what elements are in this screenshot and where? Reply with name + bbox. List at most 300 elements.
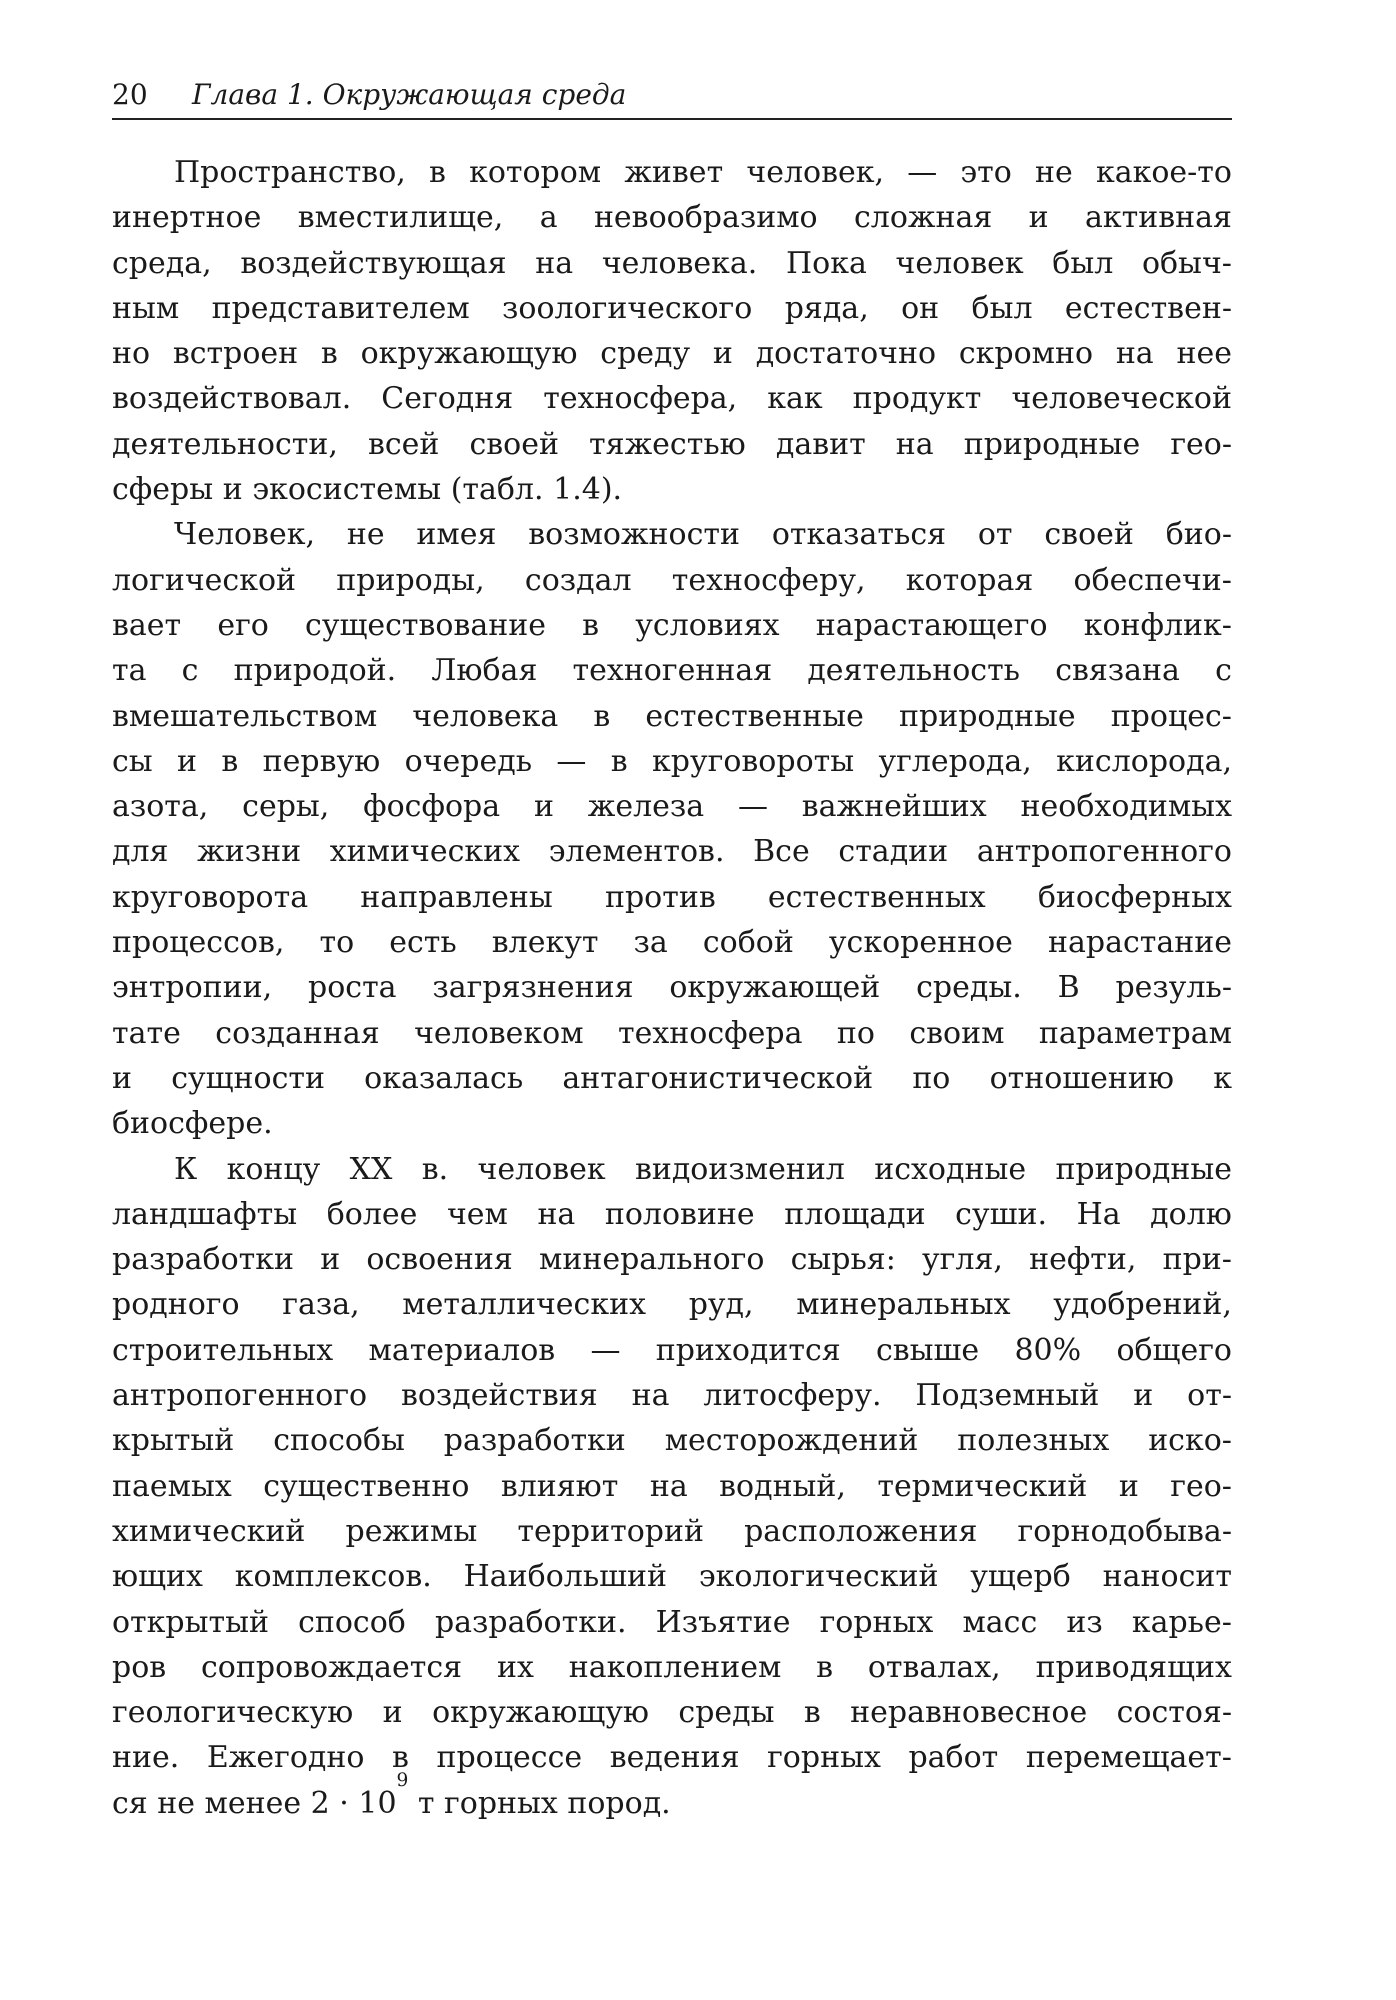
word: на xyxy=(895,426,934,462)
word: природные xyxy=(899,698,1076,734)
word: приводящих xyxy=(1035,1649,1232,1685)
word: человек xyxy=(477,1151,606,1187)
word: в xyxy=(816,1649,834,1685)
word: гео- xyxy=(1170,1468,1232,1504)
word: с xyxy=(1215,653,1232,689)
word: воздействия xyxy=(400,1378,598,1414)
word: XX xyxy=(349,1151,393,1187)
word: продукт xyxy=(852,381,982,417)
word: ускоренное xyxy=(828,925,1013,961)
word: наносит xyxy=(1102,1559,1232,1595)
word: 1.4). xyxy=(553,472,623,508)
word: по xyxy=(912,1060,951,1096)
word: разработки. xyxy=(434,1604,627,1640)
text-line xyxy=(112,1192,1232,1237)
word: сущности xyxy=(171,1060,325,1096)
word: газа, xyxy=(282,1287,360,1323)
word: месторождений xyxy=(664,1423,919,1459)
word: и xyxy=(177,743,198,779)
word: разработки xyxy=(112,1242,295,1278)
word: и xyxy=(320,1242,341,1278)
word: углерода, xyxy=(878,743,1032,779)
word: обыч- xyxy=(1141,245,1232,281)
text-line xyxy=(112,965,1232,1010)
word: необходимых xyxy=(1020,789,1232,825)
chapter-title: Глава 1. Окружающая среда xyxy=(192,78,627,111)
word: состоя- xyxy=(1116,1695,1232,1731)
word: серы, xyxy=(242,789,330,825)
word: металлических xyxy=(402,1287,647,1323)
word: естествен- xyxy=(1064,290,1232,326)
word: на xyxy=(537,1196,576,1232)
word: как xyxy=(767,381,823,417)
text-line xyxy=(112,241,1232,286)
word: загрязнения xyxy=(432,970,634,1006)
word: половине xyxy=(604,1196,755,1232)
word: человеческой xyxy=(1011,381,1232,417)
text-line xyxy=(112,920,1232,965)
text-line xyxy=(112,1147,1232,1192)
word: более xyxy=(326,1196,418,1232)
word: в xyxy=(428,155,446,190)
text-line xyxy=(112,558,1232,603)
word: руд, xyxy=(688,1287,754,1323)
word: горных xyxy=(819,1604,934,1640)
word: работ xyxy=(908,1740,999,1776)
word: вмешательством xyxy=(112,698,378,734)
word: — xyxy=(737,789,768,825)
word: первую xyxy=(262,743,381,779)
word: окружающей xyxy=(669,970,881,1006)
text-line xyxy=(112,1056,1232,1101)
word: отвалах, xyxy=(867,1649,1001,1685)
word: среды. xyxy=(916,970,1022,1006)
text-line xyxy=(112,1373,1232,1418)
word: паемых xyxy=(112,1468,232,1504)
final-line-after: т горных пород. xyxy=(408,1785,671,1821)
text-line xyxy=(112,1690,1232,1735)
word: кислорода, xyxy=(1056,743,1232,779)
word: к xyxy=(1213,1060,1232,1096)
word: ландшафты xyxy=(112,1196,298,1232)
text-line xyxy=(112,1509,1232,1554)
text-line xyxy=(112,1282,1232,1327)
word: природные xyxy=(1055,1151,1232,1187)
word: концу xyxy=(226,1151,321,1187)
word: человек, xyxy=(746,155,884,190)
word: на xyxy=(1115,336,1154,372)
word: химических xyxy=(329,834,521,870)
exponent: 9 xyxy=(396,1769,409,1791)
word: стадии xyxy=(838,834,949,870)
word: деятельности, xyxy=(112,426,338,462)
text-line xyxy=(112,376,1232,421)
word: неравновесное xyxy=(850,1695,1088,1731)
final-line xyxy=(112,1769,1232,1826)
word: его xyxy=(217,607,269,643)
word: антагонистической xyxy=(562,1060,874,1096)
word: литосферу. xyxy=(703,1378,882,1414)
word: строительных xyxy=(112,1332,334,1368)
word: параметрам xyxy=(1038,1015,1232,1051)
word: которая xyxy=(905,562,1034,598)
word: вместилище, xyxy=(297,200,504,236)
word: процессе xyxy=(436,1740,583,1776)
word: существенно xyxy=(263,1468,470,1504)
word: связана xyxy=(1055,653,1180,689)
word: встроен xyxy=(172,336,299,372)
word: достаточно xyxy=(755,336,937,372)
word: собой xyxy=(702,925,794,961)
word: — xyxy=(556,743,587,779)
word: Ежегодно xyxy=(206,1740,365,1776)
word: карье- xyxy=(1131,1604,1232,1640)
word: процес- xyxy=(1110,698,1232,734)
word: своим xyxy=(909,1015,1005,1051)
word: свыше xyxy=(875,1332,980,1368)
word: природы, xyxy=(336,562,485,598)
word: — xyxy=(590,1332,621,1368)
word: и xyxy=(712,336,733,372)
word: естественных xyxy=(767,879,986,915)
text-line xyxy=(112,1237,1232,1282)
text-line xyxy=(112,1600,1232,1645)
word: территорий xyxy=(517,1513,704,1549)
word: полезных xyxy=(957,1423,1110,1459)
word: не xyxy=(1035,155,1073,190)
word: круговорота xyxy=(112,879,309,915)
word: естественные xyxy=(645,698,864,734)
word: в xyxy=(582,607,600,643)
word: экосистемы xyxy=(252,472,442,508)
word: техносферу, xyxy=(671,562,866,598)
word: среды xyxy=(678,1695,775,1731)
word: окружающую xyxy=(360,336,578,372)
text-line xyxy=(112,1735,1232,1780)
word: геологическую xyxy=(112,1695,354,1731)
word: и xyxy=(1133,1378,1154,1414)
word: железа xyxy=(587,789,705,825)
word: своей xyxy=(1044,517,1134,553)
word: нарастание xyxy=(1047,925,1232,961)
word: в xyxy=(803,1695,821,1731)
word: режимы xyxy=(345,1513,478,1549)
running-head xyxy=(112,72,1232,120)
word: Сегодня xyxy=(381,381,514,417)
word: тате xyxy=(112,1015,181,1051)
word: нефти, xyxy=(1029,1242,1137,1278)
word: в xyxy=(320,336,338,372)
word: природой. xyxy=(233,653,397,689)
text-line xyxy=(112,422,1232,467)
word: водный, xyxy=(719,1468,846,1504)
word: направлены xyxy=(360,879,553,915)
word: инертное xyxy=(112,200,262,236)
word: перемещает- xyxy=(1025,1740,1232,1776)
word: (табл. xyxy=(450,472,544,508)
word: это xyxy=(960,155,1012,190)
word: Все xyxy=(753,834,810,870)
word: площади xyxy=(784,1196,926,1232)
word: влекут xyxy=(491,925,599,961)
text-line xyxy=(112,331,1232,376)
word: человека. xyxy=(601,245,758,281)
word: представителем xyxy=(211,290,470,326)
word: сырья: xyxy=(790,1242,896,1278)
word: круговороты xyxy=(652,743,855,779)
text-line xyxy=(112,150,1232,195)
word: биосфере. xyxy=(112,1106,273,1142)
word: видоизменил xyxy=(634,1151,845,1187)
word: важнейших xyxy=(801,789,987,825)
text-line xyxy=(112,467,1232,512)
word: фосфора xyxy=(363,789,501,825)
text-line xyxy=(112,1101,1232,1146)
word: конфлик- xyxy=(1083,607,1232,643)
word: ющих xyxy=(112,1559,203,1595)
word: зоологического xyxy=(502,290,753,326)
word: угля, xyxy=(922,1242,1003,1278)
page-number: 20 xyxy=(112,78,148,111)
text-line xyxy=(112,829,1232,874)
word: в xyxy=(610,743,628,779)
word: техногенная xyxy=(572,653,773,689)
word: Любая xyxy=(431,653,538,689)
word: в xyxy=(593,698,611,734)
word: На xyxy=(1076,1196,1121,1232)
word: антропогенного xyxy=(976,834,1232,870)
word: удобрений, xyxy=(1053,1287,1232,1323)
word: горнодобыва- xyxy=(1017,1513,1232,1549)
word: 80% xyxy=(1014,1332,1082,1368)
word: суши. xyxy=(955,1196,1048,1232)
word: минерального xyxy=(539,1242,765,1278)
word: их xyxy=(496,1649,534,1685)
word: очередь xyxy=(404,743,533,779)
word: резуль- xyxy=(1115,970,1232,1006)
word: сложная xyxy=(853,200,993,236)
word: способ xyxy=(298,1604,406,1640)
word: элементов. xyxy=(548,834,725,870)
word: какое-то xyxy=(1095,155,1232,190)
text-line xyxy=(112,286,1232,331)
final-line-before: ся не менее 2 · 10 xyxy=(112,1785,397,1821)
word: био- xyxy=(1165,517,1232,553)
word: химический xyxy=(112,1513,306,1549)
text-line xyxy=(112,603,1232,648)
word: на xyxy=(631,1378,670,1414)
word: антропогенного xyxy=(112,1378,368,1414)
word: с xyxy=(181,653,199,689)
word: созданная xyxy=(215,1015,380,1051)
word: котором xyxy=(469,155,602,190)
word: Подземный xyxy=(915,1378,1100,1414)
word: и xyxy=(222,472,243,508)
word: сопровождается xyxy=(201,1649,463,1685)
paragraph-2 xyxy=(112,512,1232,1146)
word: скромно xyxy=(958,336,1094,372)
word: отказаться xyxy=(771,517,947,553)
word: горных xyxy=(767,1740,881,1776)
word: имея xyxy=(416,517,497,553)
word: он xyxy=(901,290,940,326)
word: был xyxy=(1052,245,1114,281)
word: К xyxy=(174,1151,198,1187)
word: исходные xyxy=(874,1151,1027,1187)
word: долю xyxy=(1150,1196,1232,1232)
word: экологический xyxy=(698,1559,939,1595)
word: нарастающего xyxy=(815,607,1048,643)
word: — xyxy=(907,155,938,190)
word: ведения xyxy=(609,1740,740,1776)
word: для xyxy=(112,834,169,870)
word: возможности xyxy=(528,517,741,553)
word: Изъятие xyxy=(655,1604,791,1640)
word: давит xyxy=(775,426,866,462)
text-line xyxy=(112,1418,1232,1463)
word: ров xyxy=(112,1649,167,1685)
word: человека xyxy=(412,698,559,734)
word: ние. xyxy=(112,1740,180,1776)
word: Человек, xyxy=(174,517,315,553)
word: в. xyxy=(421,1151,449,1187)
word: невообразимо xyxy=(593,200,818,236)
word: способы xyxy=(273,1423,405,1459)
word: и xyxy=(112,1060,132,1096)
word: биосферных xyxy=(1037,879,1232,915)
word: влияют xyxy=(500,1468,619,1504)
word: расположения xyxy=(744,1513,978,1549)
word: масс xyxy=(962,1604,1038,1640)
word: за xyxy=(633,925,668,961)
word: открытый xyxy=(112,1604,269,1640)
word: минеральных xyxy=(796,1287,1011,1323)
word: комплексов. xyxy=(234,1559,432,1595)
word: живет xyxy=(624,155,724,190)
text-line xyxy=(112,1464,1232,1509)
word: техносфера, xyxy=(543,381,738,417)
word: роста xyxy=(308,970,397,1006)
word: в xyxy=(392,1740,409,1776)
word: освоения xyxy=(366,1242,513,1278)
paragraph-3 xyxy=(112,1147,1232,1826)
word: человеком xyxy=(414,1015,584,1051)
word: ряда, xyxy=(784,290,869,326)
word: сферы xyxy=(112,472,214,508)
word: Пока xyxy=(786,245,867,281)
text-line xyxy=(112,1328,1232,1373)
word: сы xyxy=(112,743,153,779)
word: материалов xyxy=(368,1332,556,1368)
word: природные xyxy=(963,426,1141,462)
word: против xyxy=(604,879,716,915)
word: но xyxy=(112,336,151,372)
text-line xyxy=(112,875,1232,920)
text-line xyxy=(112,694,1232,739)
word: логической xyxy=(112,562,297,598)
word: родного xyxy=(112,1287,240,1323)
word: оказалась xyxy=(364,1060,524,1096)
word: отношению xyxy=(989,1060,1175,1096)
word: ущерб xyxy=(970,1559,1071,1595)
word: то xyxy=(319,925,355,961)
word: В xyxy=(1057,970,1080,1006)
word: Пространство, xyxy=(174,155,406,190)
word: а xyxy=(539,200,558,236)
text-line xyxy=(112,784,1232,829)
text-line xyxy=(112,1645,1232,1690)
word: среда, xyxy=(112,245,212,281)
text-line xyxy=(112,512,1232,557)
word: активная xyxy=(1085,200,1232,236)
word: из xyxy=(1066,1604,1103,1640)
word: тяжестью xyxy=(589,426,746,462)
word: окружающую xyxy=(432,1695,649,1731)
word: крытый xyxy=(112,1423,235,1459)
word: воздействующая xyxy=(240,245,507,281)
word: обеспечи- xyxy=(1073,562,1232,598)
word: приходится xyxy=(655,1332,841,1368)
word: техносфера xyxy=(618,1015,803,1051)
word: гео- xyxy=(1170,426,1232,462)
word: человек xyxy=(895,245,1024,281)
word: был xyxy=(971,290,1033,326)
word: деятельность xyxy=(807,653,1021,689)
text-line xyxy=(112,195,1232,240)
word: условиях xyxy=(635,607,780,643)
word: накоплением xyxy=(568,1649,782,1685)
word: азота, xyxy=(112,789,209,825)
word: иско- xyxy=(1148,1423,1232,1459)
word: своей xyxy=(469,426,559,462)
word: нее xyxy=(1176,336,1232,372)
word: по xyxy=(836,1015,875,1051)
text-line xyxy=(112,1011,1232,1056)
word: на xyxy=(649,1468,688,1504)
word: чем xyxy=(446,1196,508,1232)
text-line xyxy=(112,1554,1232,1599)
word: термический xyxy=(877,1468,1088,1504)
text-line xyxy=(112,739,1232,784)
word: воздействовал. xyxy=(112,381,352,417)
word: от- xyxy=(1187,1378,1232,1414)
word: при- xyxy=(1162,1242,1232,1278)
word: и xyxy=(1028,200,1049,236)
word: та xyxy=(112,653,147,689)
word: не xyxy=(346,517,385,553)
word: процессов, xyxy=(112,925,285,961)
word: и xyxy=(1118,1468,1139,1504)
word: вает xyxy=(112,607,182,643)
word: создал xyxy=(524,562,632,598)
word: есть xyxy=(389,925,457,961)
word: общего xyxy=(1116,1332,1232,1368)
body-text xyxy=(112,150,1232,1826)
word: в xyxy=(221,743,239,779)
word: существование xyxy=(305,607,546,643)
word: и xyxy=(382,1695,403,1731)
word: разработки xyxy=(443,1423,626,1459)
word: среду xyxy=(600,336,691,372)
paragraph-1 xyxy=(112,150,1232,512)
word: от xyxy=(977,517,1013,553)
word: всей xyxy=(367,426,440,462)
word: и xyxy=(533,789,554,825)
text-line xyxy=(112,648,1232,693)
word: на xyxy=(535,245,574,281)
word: ным xyxy=(112,290,180,326)
word: энтропии, xyxy=(112,970,273,1006)
